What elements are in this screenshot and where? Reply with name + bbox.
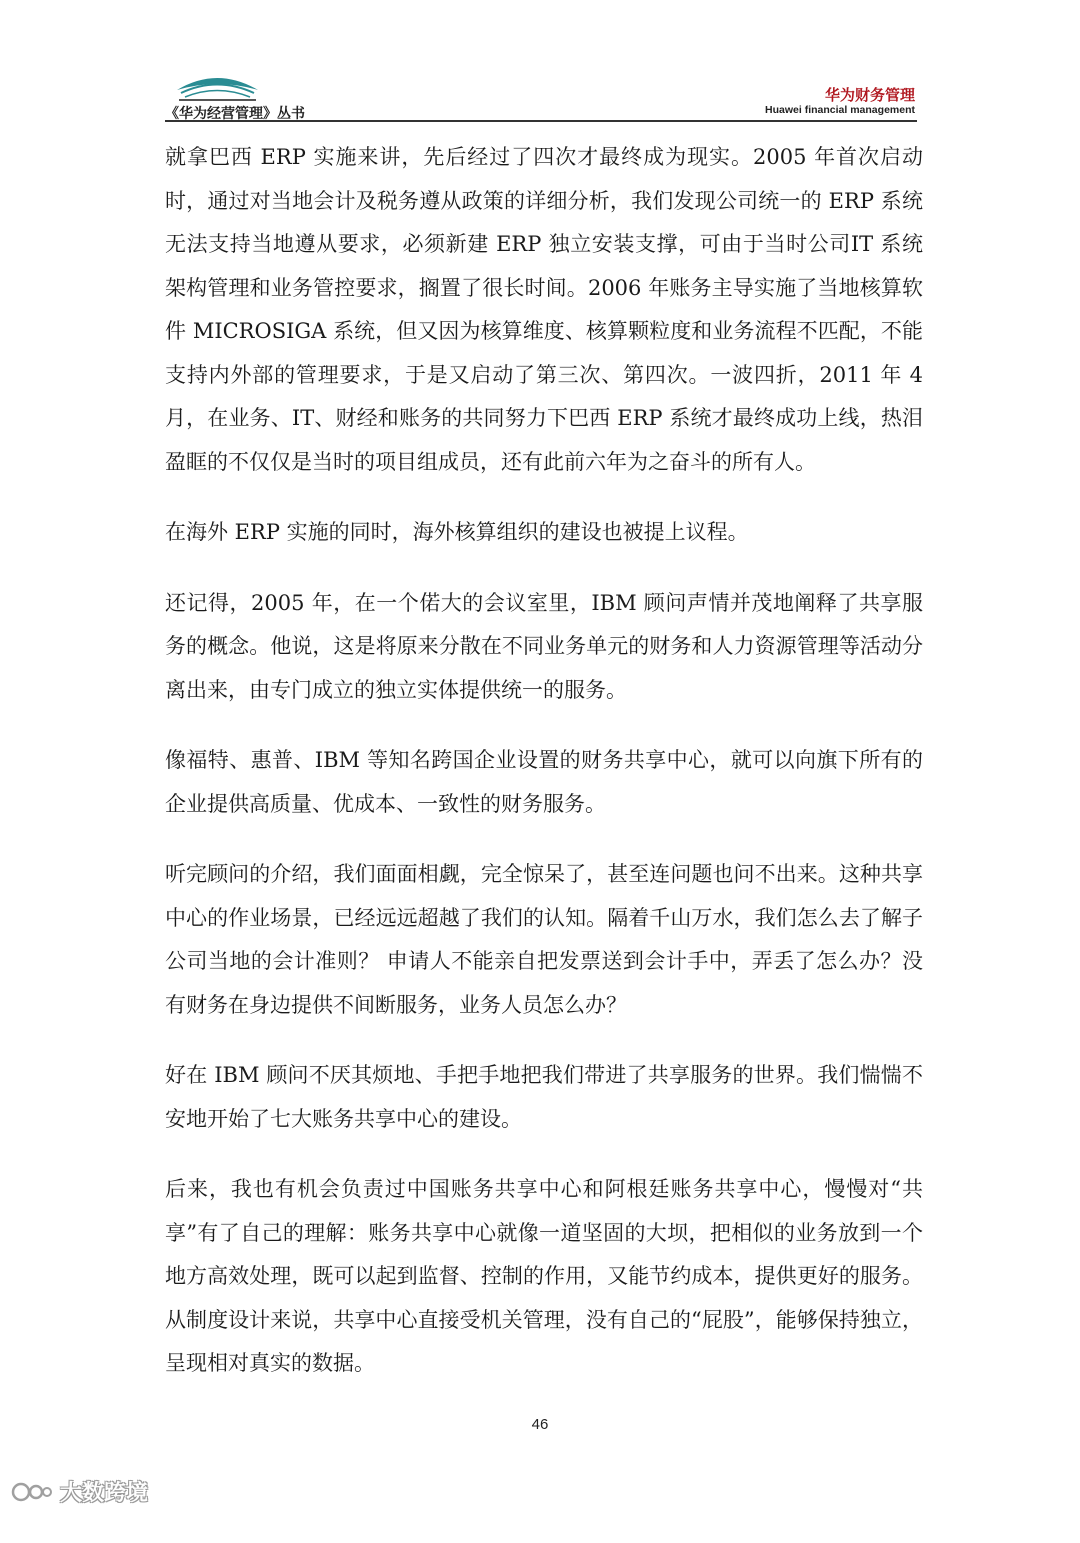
page-number: 46 [531, 1416, 549, 1433]
brand-block [765, 86, 915, 117]
series-title: 《华为经营管理》丛书 [165, 106, 305, 122]
paragraph: 好在 IBM 顾问不厌其烦地、手把手地把我们带进了共享服务的世界。我们惴惴不安地开始了七大账务共享中心的建设。 [165, 1063, 923, 1131]
brand-name-en: Huawei financial management [765, 104, 915, 116]
paragraph: 就拿巴西 ERP 实施来讲，先后经过了四次才最终成为现实。2005 年首次启动时，通过对当地会计及税务遵从政策的详细分析，我们发现公司统一的 ERP 系统无法支持当地遵从要求，必须新建 ERP 独立安装支撑，可由于当时公司IT 系统架构管理和业务管控要求，搁置了很长时间。2006 年账务主导实施了当地核算软件 MICROSIGA 系统，但又因为核算维度、核算颗粒度和业务流程不匹配，不能支持内外部的管理要求，于是又启动了第三次、第四次。一波四折，2011 年 4 月，在业务、IT、财经和账务的共同努力下巴西 ERP 系统才最终成功上线，热泪盈眶的不仅仅是当时的项目组成员，还有此前六年为之奋斗的所有人。 [165, 145, 923, 474]
paragraph: 还记得，2005 年，在一个偌大的会议室里，IBM 顾问声情并茂地阐释了共享服务的概念。他说，这是将原来分散在不同业务单元的财务和人力资源管理等活动分离出来，由专门成立的独立实体提供统一的服务。 [165, 590, 923, 702]
paragraph: 后来，我也有机会负责过中国账务共享中心和阿根廷账务共享中心，慢慢对“共享”有了自己的理解：账务共享中心就像一道坚固的大坝，把相似的业务放到一个地方高效处理，既可以起到监督、控制的作用，又能节约成本，提供更好的服务。从制度设计来说，共享中心直接受机关管理，没有自己的“屁股”，能够保持独立，呈现相对真实的数据。 [165, 1177, 923, 1375]
watermark [10, 1474, 148, 1508]
brand-name-cn: 华为财务管理 [824, 86, 915, 104]
paragraph: 像福特、惠普、IBM 等知名跨国企业设置的财务共享中心，就可以向旗下所有的企业提供高质量、优成本、一致性的财务服务。 [165, 748, 923, 816]
watermark-logo-icon [10, 1476, 54, 1506]
watermark-text: 大数跨境 [60, 1480, 149, 1506]
header-divider [165, 120, 917, 122]
paragraph: 在海外 ERP 实施的同时，海外核算组织的建设也被提上议程。 [165, 520, 749, 544]
series-logo-icon [175, 70, 260, 102]
paragraph: 听完顾问的介绍，我们面面相觑，完全惊呆了，甚至连问题也问不出来。这种共享中心的作业场景，已经远远超越了我们的认知。隔着千山万水，我们怎么去了解子公司当地的会计准则？ 申请人不能亲自把发票送到会计手中，弄丢了怎么办？没有财务在身边提供不间断服务，业务人员怎么办？ [165, 862, 923, 1017]
page-header [0, 0, 1080, 125]
body-text [165, 136, 923, 1413]
